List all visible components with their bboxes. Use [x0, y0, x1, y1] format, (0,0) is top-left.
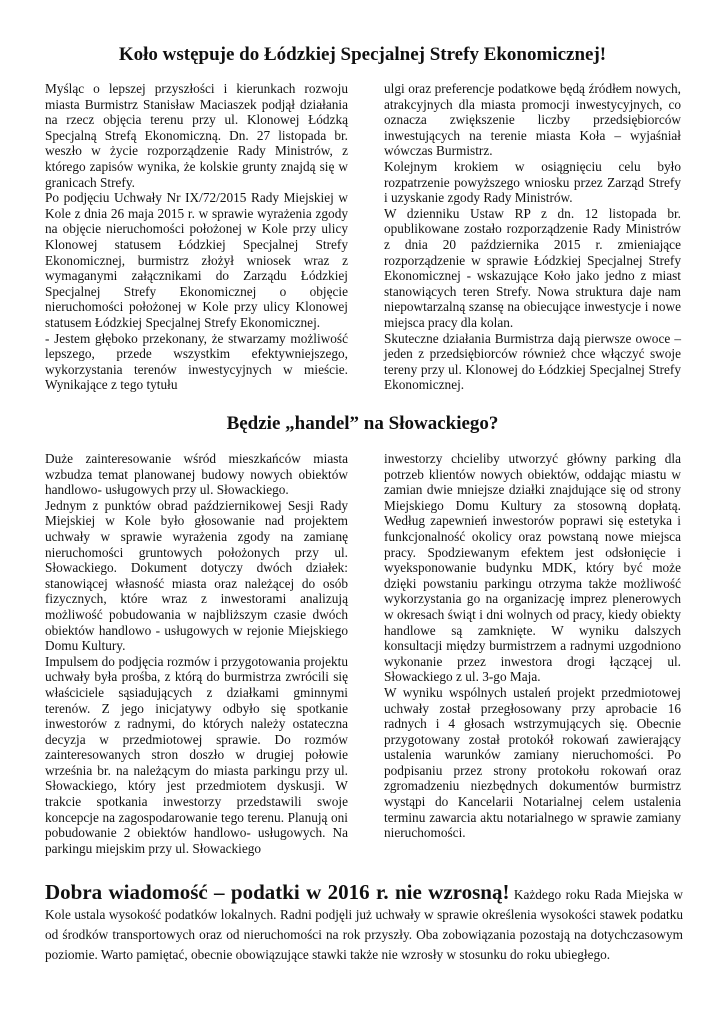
article2-left-column — [45, 451, 348, 856]
article1-paragraph: ulgi oraz preferencje podatkowe będą źródłem nowych, atrakcyjnych dla miasta promocji inwestycyjnych, co oznacza zwiększenie liczby przedsiębiorców inwestujących na terenie miasta Koła – wyjaśniał wówczas Burmistrz. — [384, 81, 681, 159]
article1-title: Koło wstępuje do Łódzkiej Specjalnej Strefy Ekonomicznej! — [118, 44, 607, 65]
article1-left-column — [45, 81, 348, 393]
article1-paragraph: Myśląc o lepszej przyszłości i kierunkach rozwoju miasta Burmistrz Stanisław Maciaszek podjął działania na rzecz objęcia terenu przy ul. Klonowej Łódzką Specjalną Strefą Ekonomiczną. Dn. 27 listopada br. weszło w życie rozporządzenie Rady Ministrów, z którego zapisów wynika, że kolskie grunty znajdą się w granicach Strefy. — [45, 81, 348, 190]
article1-right-column — [384, 81, 681, 393]
article2-paragraph: Duże zainteresowanie wśród mieszkańców miasta wzbudza temat planowanej budowy nowych obiektów handlowo- usługowych przy ul. Słowackiego. — [45, 451, 348, 498]
article2-paragraph: inwestorzy chcieliby utworzyć główny parking dla potrzeb klientów nowych obiektów, oddając miastu w zamian dwie mniejsze działki znajdujące się od strony Miejskiego Domu Kultury za stosowną dopłatą. Według zapewnień inwestorów poprawi się estetyka i funkcjonalność okolicy oraz powstaną nowe miejsca pracy. Spodziewanym efektem jest odsłonięcie i wyeksponowanie budynku MDK, który być może dzięki powstaniu parkingu otrzyma także możliwość wykorzystania go na organizację imprez plenerowych w okresach świąt i dni wolnych od pracy, kiedy obiekty handlowe są zamknięte. W wyniku dalszych konsultacji między burmistrzem a radnymi uzgodniono wykonanie przez inwestora drogi łączącej ul. Słowackiego z ul. 3-go Maja. — [384, 451, 681, 685]
article1-paragraph: - Jestem głęboko przekonany, że stwarzamy możliwość lepszego, przede wszystkim efektywniejszego, wykorzystania terenów inwestycyjnych w mieście. Wynikające z tego tytułu — [45, 330, 348, 393]
article2-paragraph: Impulsem do podjęcia rozmów i przygotowania projektu uchwały była prośba, z którą do burmistrza zwrócili się właściciele sąsiadujących z działkami gminnymi terenów. Z jego inicjatywy odbyło się spotkanie inwestorów z radnymi, do których należy ostateczna decyzja w przedmiotowej sprawie. Do rozmów zainteresowanych stron doszło w drugiej połowie września br. na należącym do miasta parkingu przy ul. Słowackiego, który jest przedmiotem dyskusji. W trakcie spotkania inwestorzy przedstawili swoje koncepcje na zagospodarowanie tego terenu. Planują oni pobudowanie 2 obiektów handlowo- usługowych. Na parkingu miejskim przy ul. Słowackiego — [45, 653, 348, 856]
article3-body: Każdego roku Rada Miejska w Kole ustala wysokość podatków lokalnych. Radni podjęli już uchwały w sprawie określenia wysokości stawek podatku od środków transportowych oraz od nieruchomości na rok przyszły. Oba zobowiązania pozostają na dotychczasowym poziomie. Warto pamiętać, obecnie obowiązujące stawki także nie wzrosły w stosunku do roku ubiegłego. — [45, 887, 683, 962]
article3-block — [45, 882, 683, 965]
article1-paragraph: Skuteczne działania Burmistrza dają pierwsze owoce – jeden z przedsiębiorców również chce włączyć swoje tereny przy ul. Klonowej do Łódzkiej Specjalnej Strefy Ekonomicznej. — [384, 330, 681, 393]
article2-paragraph: W wyniku wspólnych ustaleń projekt przedmiotowej uchwały został przegłosowany przy aprobacie 16 radnych i 4 głosach wstrzymujących się. Obecnie przygotowany został protokół rokowań zawierający ustalenia warunków zamiany nieruchomości. Po podpisaniu przez strony protokołu rokowań oraz zgromadzeniu niezbędnych dokumentów burmistrz wystąpi do Kancelarii Notarialnej celem ustalenia terminu zawarcia aktu notarialnego w sprawie zamiany nieruchomości. — [384, 684, 681, 841]
article3-title: Dobra wiadomość – podatki w 2016 r. nie wzrosną! — [45, 880, 510, 904]
article2-title: Będzie „handel” na Słowackiego? — [226, 413, 499, 434]
article2-paragraph: Jednym z punktów obrad październikowej Sesji Rady Miejskiej w Kole było głosowanie nad projektem uchwały w sprawie wyrażenia zgody na zamianę nieruchomości gruntowych położonych przy ul. Słowackiego. Dokument dotyczy dwóch działek: stanowiącej własność miasta oraz należącej do osób fizycznych, które wraz z inwestorami analizują możliwość pobudowania w najbliższym czasie dwóch obiektów handlowo - usługowych w rejonie Miejskiego Domu Kultury. — [45, 497, 348, 654]
article1-paragraph: Kolejnym krokiem w osiągnięciu celu było rozpatrzenie powyższego wniosku przez Zarząd Strefy i uzyskanie zgody Rady Ministrów. — [384, 158, 681, 206]
article2-right-column — [384, 451, 681, 841]
article1-paragraph: Po podjęciu Uchwały Nr IX/72/2015 Rady Miejskiej w Kole z dnia 26 maja 2015 r. w sprawie wyrażenia zgody na objęcie nieruchomości położonej w Kole przy ulicy Klonowej statusem Łódzkiej Specjalnej Strefy Ekonomicznej, burmistrz złożył wniosek wraz z wymaganymi załącznikami do Zarządu Łódzkiej Specjalnej Strefy Ekonomicznej o objęcie nieruchomości położonej w Kole przy ulicy Klonowej statusem Łódzkiej Specjalnej Strefy Ekonomicznej. — [45, 190, 348, 330]
article1-paragraph: W dzienniku Ustaw RP z dn. 12 listopada br. opublikowane zostało rozporządzenie Rady Ministrów z dnia 20 października 2015 r. zmieniające rozporządzenie w sprawie Łódzkiej Specjalnej Strefy Ekonomicznej - wskazujące Koło jako jedno z miast stanowiących teren Strefy. Nowa struktura daje nam niepowtarzalną szansę na obiecujące inwestycje i nowe miejsca pracy dla kolan. — [384, 205, 681, 330]
